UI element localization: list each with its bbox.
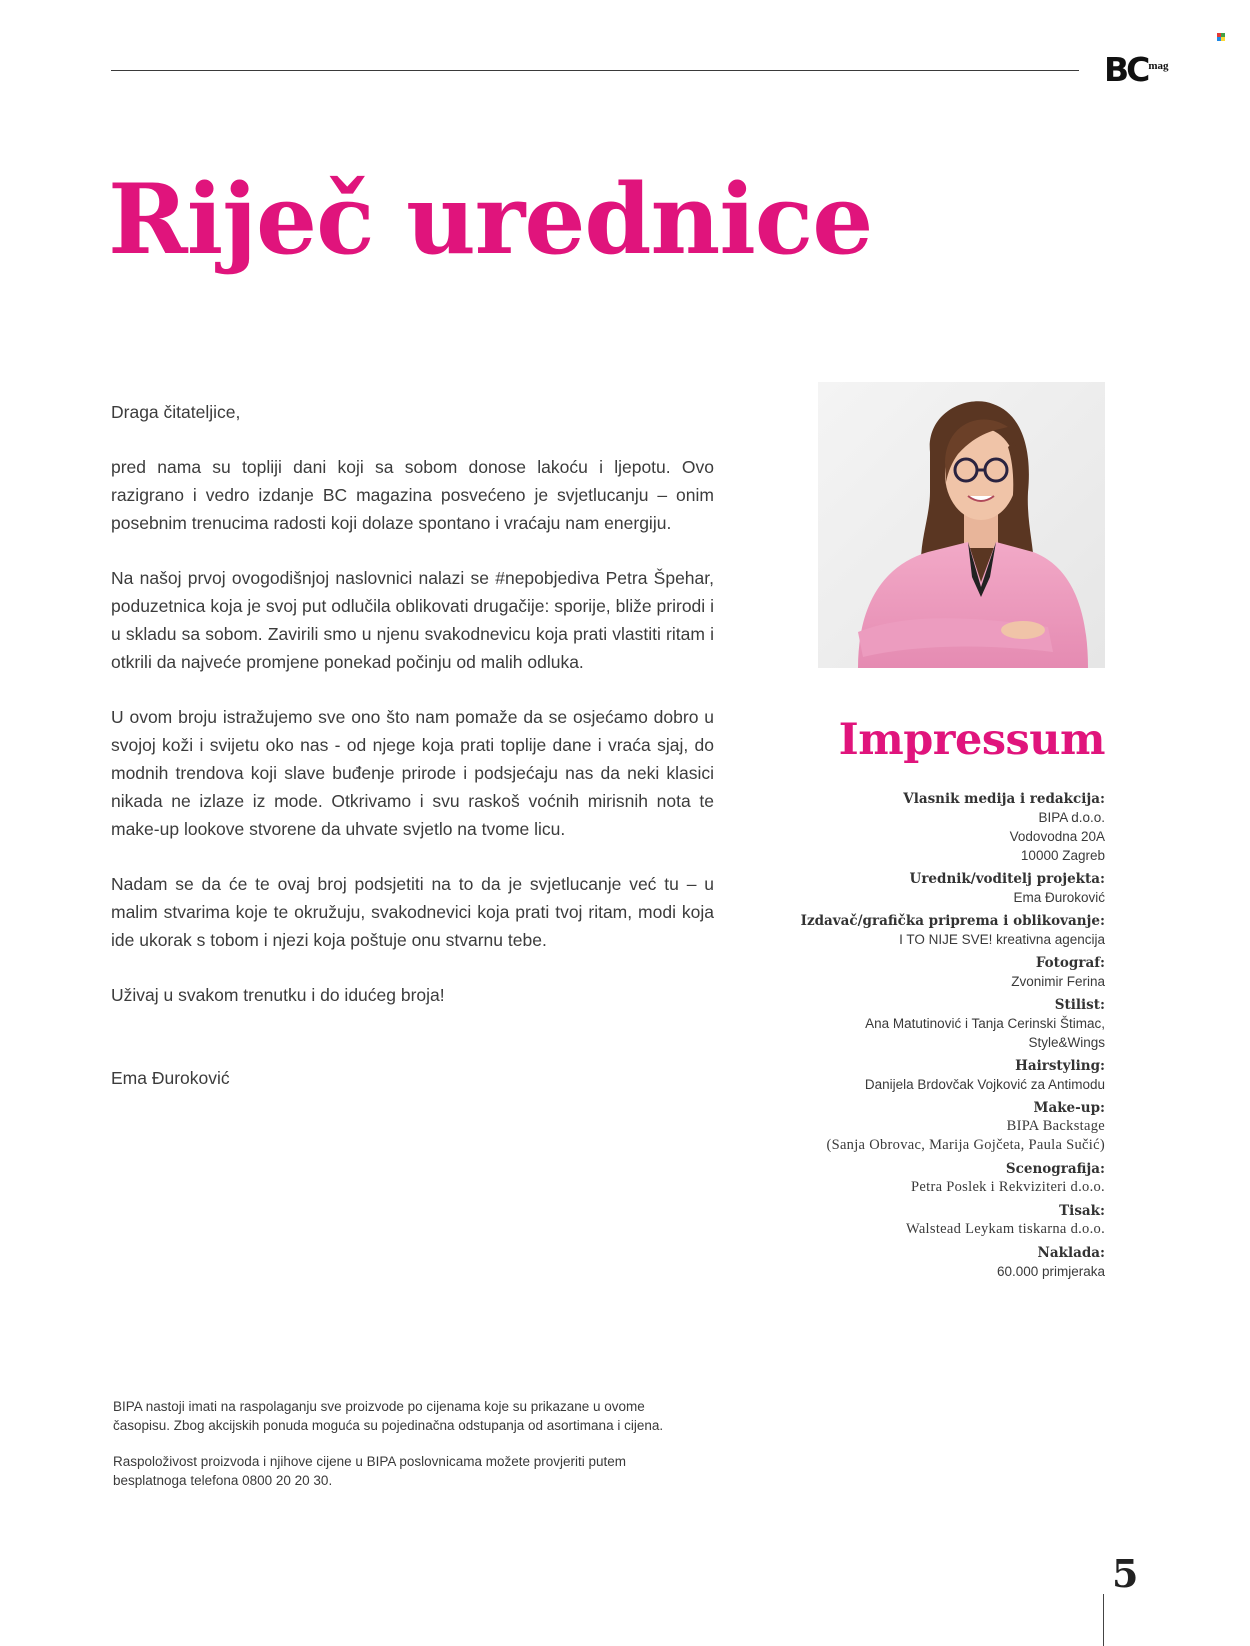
impressum-value: Ana Matutinović i Tanja Cerinski Štimac, xyxy=(865,1016,1105,1031)
impressum-value: Ema Đuroković xyxy=(1013,890,1105,905)
impressum-value: BIPA Backstage xyxy=(1006,1118,1105,1134)
letter-paragraph: Nadam se da će te ovaj broj podsjetiti na to da je svjetlucanje već tu – u malim stvarima koje te okružuju, svakodnevici koja prati tvoj ritam, modi koja ide ukorak s tobom i njezi koja poštuje onu stvarnu tebe. xyxy=(111,874,714,950)
impressum-label: Fotograf: xyxy=(1035,955,1105,971)
impressum-label: Vlasnik medija i redakcija: xyxy=(903,791,1105,807)
page-title: Riječ urednice xyxy=(108,163,873,276)
impressum-title: Impressum xyxy=(838,715,1105,765)
impressum-scenography xyxy=(760,1160,1105,1197)
letter-closing: Uživaj u svakom trenutku i do idućeg broja! xyxy=(111,985,445,1005)
impressum-circulation xyxy=(760,1244,1105,1281)
impressum-photographer xyxy=(760,954,1105,991)
impressum-label: Urednik/voditelj projekta: xyxy=(909,871,1105,887)
letter-signature: Ema Đuroković xyxy=(111,1068,230,1088)
impressum-value: I TO NIJE SVE! kreativna agencija xyxy=(899,932,1105,947)
impressum-hairstyling xyxy=(760,1057,1105,1094)
impressum-value: Petra Poslek i Rekviziteri d.o.o. xyxy=(911,1179,1105,1195)
letter-paragraph: pred nama su topliji dani koji sa sobom donose lakoću i ljepotu. Ovo razigrano i vedro izdanje BC magazina posvećeno je svjetlucanju – onim posebnim trenucima radosti koji dolaze spontano i vraćaju nam energiju. xyxy=(111,457,714,533)
logo-main: BC xyxy=(1104,50,1148,89)
editor-letter xyxy=(111,398,714,1092)
impressum-value: Style&Wings xyxy=(1028,1035,1105,1050)
impressum-stylist xyxy=(760,996,1105,1052)
impressum-label: Hairstyling: xyxy=(1015,1058,1105,1074)
impressum-label: Stilist: xyxy=(1054,997,1105,1013)
disclaimer-paragraph: BIPA nastoji imati na raspolaganju sve proizvode po cijenama koje su prikazane u ovome časopisu. Zbog akcijskih ponuda moguća su pojedinačna odstupanja od asortimana i cijena. xyxy=(113,1399,664,1433)
impressum-label: Izdavač/grafička priprema i oblikovanje: xyxy=(800,913,1105,929)
header-rule xyxy=(111,70,1079,71)
impressum-value: Walstead Leykam tiskarna d.o.o. xyxy=(906,1221,1105,1237)
impressum-label: Naklada: xyxy=(1037,1245,1105,1261)
impressum-label: Make-up: xyxy=(1033,1100,1105,1116)
letter-greeting: Draga čitateljice, xyxy=(111,402,241,422)
disclaimer-paragraph: Raspoloživost proizvoda i njihove cijene u BIPA poslovnicama možete provjeriti putem besplatnoga telefona 0800 20 20 30. xyxy=(113,1454,627,1488)
impressum-value: Danijela Brdovčak Vojković za Antimodu xyxy=(864,1077,1105,1092)
color-squares-icon xyxy=(1217,33,1225,41)
impressum-editor xyxy=(760,870,1105,907)
page-number: 5 xyxy=(1112,1551,1139,1596)
impressum-list xyxy=(760,790,1105,1286)
impressum-value: Zvonimir Ferina xyxy=(1011,974,1105,989)
impressum-makeup xyxy=(760,1099,1105,1155)
impressum-publisher xyxy=(760,912,1105,949)
impressum-value: BIPA d.o.o. xyxy=(1038,810,1105,825)
impressum-label: Scenografija: xyxy=(1005,1161,1105,1177)
letter-paragraph: U ovom broju istražujemo sve ono što nam pomaže da se osjećamo dobro u svojoj koži i svijetu oko nas - od njege koja prati toplije dane i vraća sjaj, do modnih trendova koji slave buđenje prirode i podsjećaju nas da neki klasici nikada ne izlaze iz mode. Otkrivamo i svu raskoš voćnih mirisnih nota te make-up lookove stvorene da uhvate svjetlo na tvome licu. xyxy=(111,707,714,839)
editor-portrait xyxy=(818,382,1105,668)
impressum-value: Vodovodna 20A xyxy=(1009,829,1105,844)
impressum-value: 10000 Zagreb xyxy=(1020,848,1105,863)
impressum-owner xyxy=(760,790,1105,865)
letter-paragraph: Na našoj prvoj ovogodišnjoj naslovnici nalazi se #nepobjediva Petra Špehar, poduzetnica koja je svoj put odlučila oblikovati drugačije: sporije, bliže prirodi i u skladu sa sobom. Zavirili smo u njenu svakodnevicu koja prati vlastiti ritam i otkrili da najveće promjene ponekad počinju od malih odluka. xyxy=(111,568,714,672)
page-number-rule xyxy=(1103,1594,1104,1646)
impressum-value: (Sanja Obrovac, Marija Gojčeta, Paula Sučić) xyxy=(826,1137,1105,1153)
bc-mag-logo xyxy=(1104,52,1169,88)
impressum-value: 60.000 primjeraka xyxy=(996,1264,1105,1279)
impressum-print xyxy=(760,1202,1105,1239)
logo-sub: mag xyxy=(1148,60,1169,72)
disclaimer xyxy=(113,1397,703,1507)
impressum-label: Tisak: xyxy=(1059,1203,1105,1219)
